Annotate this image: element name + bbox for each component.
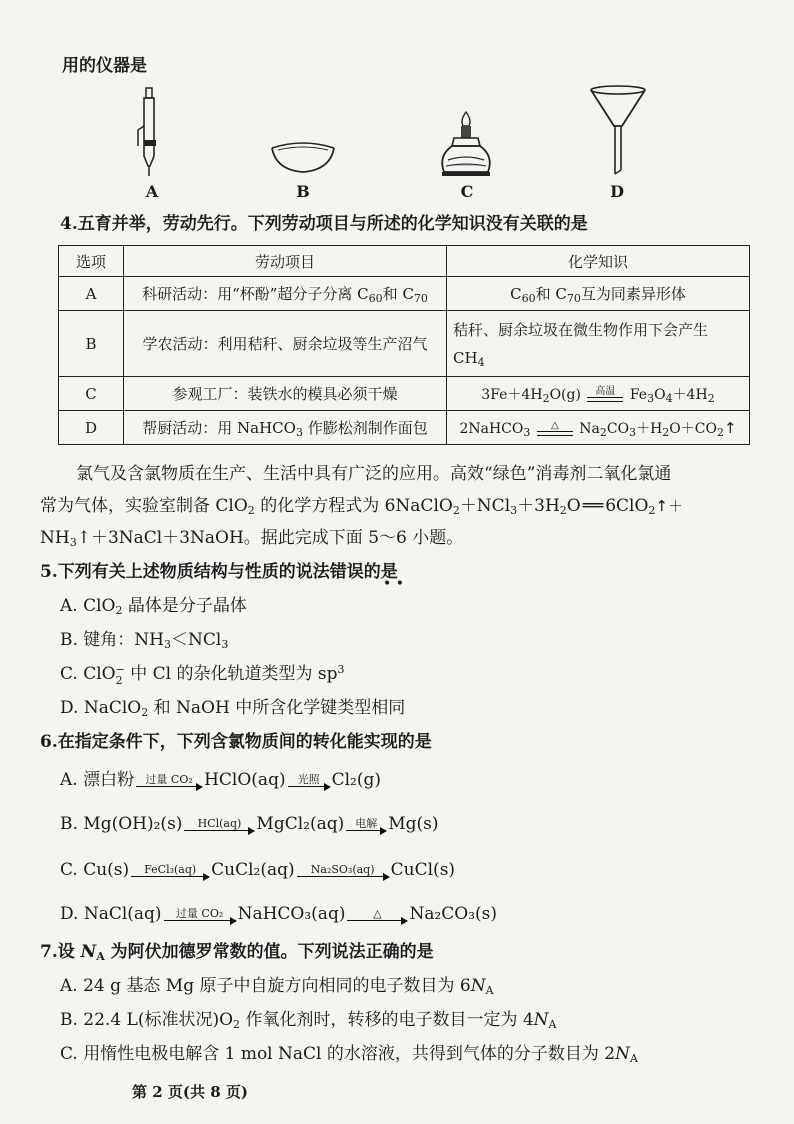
reaction-arrow: 光照	[288, 774, 330, 787]
reaction-arrow: 过量 CO₂	[164, 908, 236, 921]
reaction-arrow: Na₂SO₃(aq)	[297, 864, 389, 877]
funnel-icon	[588, 84, 648, 178]
table-header-row	[59, 246, 750, 277]
reaction-arrow: FeCl₃(aq)	[131, 864, 209, 877]
reaction-arrow: HCl(aq)	[184, 818, 254, 831]
table-row	[59, 377, 750, 411]
figure-label-a: A	[145, 182, 159, 201]
emphasis-dots: • •	[383, 576, 404, 592]
buret-icon	[130, 86, 170, 178]
evaporating-dish-icon	[268, 140, 338, 176]
header-option: 选项	[59, 246, 124, 277]
row-chemistry-knowledge: 秸秆、厨余垃圾在微生物作用下会产生 $CH_4$	[447, 311, 750, 377]
row-labor-project: 参观工厂：装铁水的模具必须干燥	[124, 377, 447, 411]
row-chemistry-knowledge: 2NaHCO$_3$ △ $Na_2CO_3+H_2O+CO_2↑$	[447, 411, 750, 445]
alcohol-lamp-icon	[436, 110, 496, 180]
option-6c: C. Cu(s) FeCl₃(aq) CuCl₂(aq) Na₂SO₃(aq) CuCl(s)	[60, 860, 456, 880]
row-option: A	[59, 277, 124, 311]
passage-line-1: 氯气及含氯物质在生产、生活中具有广泛的应用。高效“绿色”消毒剂二氧化氯通	[76, 464, 672, 484]
row-chemistry-knowledge: $3Fe+4H_2O(g)$ 高温 $Fe_3O_4+4H_2$	[447, 377, 750, 411]
continued-question-text: 用的仪器是	[62, 56, 147, 76]
option-5d: D. NaClO$_2$ 和 NaOH 中所含化学键类型相同	[60, 698, 406, 719]
option-5a: A. ClO$_2$ 晶体是分子晶体	[60, 596, 247, 617]
figure-label-c: C	[460, 182, 474, 201]
high-temp-equals-sign: 高温	[587, 387, 623, 402]
table-row	[59, 311, 750, 377]
option-7a: A. 24 g 基态 Mg 原子中自旋方向相同的电子数目为 $6N_A$	[60, 976, 494, 997]
option-5b: B. 键角：$NH_3<NCl_3$	[60, 630, 229, 651]
option-6a: A. 漂白粉 过量 CO₂ HClO(aq) 光照 Cl₂(g)	[60, 770, 381, 790]
page-number: 第 2 页(共 8 页)	[132, 1083, 248, 1101]
row-labor-project: 帮厨活动：用 NaHCO$_3$ 作膨松剂制作面包	[124, 411, 447, 445]
question-7-stem: 7.设 $N_A$ 为阿伏加德罗常数的值。下列说法正确的是	[40, 942, 434, 963]
row-option: D	[59, 411, 124, 445]
header-labor-project: 劳动项目	[124, 246, 447, 277]
table-row	[59, 277, 750, 311]
option-6b: B. Mg(OH)₂(s) HCl(aq) MgCl₂(aq) 电解 Mg(s)	[60, 814, 439, 834]
reaction-arrow: 电解	[346, 818, 386, 831]
reaction-arrow: 过量 CO₂	[136, 774, 202, 787]
passage-line-3: $NH_3↑+3NaCl+3NaOH$。据此完成下面 5～6 小题。	[40, 528, 464, 549]
row-labor-project: 学农活动：利用秸秆、厨余垃圾等生产沼气	[124, 311, 447, 377]
reaction-arrow: △	[347, 908, 407, 921]
row-option: C	[59, 377, 124, 411]
option-7c: C. 用惰性电极电解含 1 mol NaCl 的水溶液，共得到气体的分子数目为 $2N_A$	[60, 1044, 638, 1065]
table-row	[59, 411, 750, 445]
header-chemistry-knowledge: 化学知识	[447, 246, 750, 277]
question-5-stem: 5.下列有关上述物质结构与性质的说法错误的是	[40, 562, 398, 582]
option-7b: B. 22.4 L(标准状况)$O_2$ 作氧化剂时，转移的电子数目一定为 $4N_A$	[60, 1010, 557, 1031]
row-chemistry-knowledge: $C_{60}$和 $C_{70}$互为同素异形体	[447, 277, 750, 311]
figure-label-b: B	[296, 182, 310, 201]
option-5c: C. ClO − 2 中 Cl 的杂化轨道类型为 $sp^3$	[60, 662, 345, 687]
question-6-stem: 6.在指定条件下，下列含氯物质间的转化能实现的是	[40, 732, 432, 752]
row-labor-project: 科研活动：用“杯酚”超分子分离 $C_{60}$和 $C_{70}$	[124, 277, 447, 311]
labor-project-table	[58, 245, 750, 445]
figure-label-d: D	[610, 182, 624, 201]
row-option: B	[59, 311, 124, 377]
passage-line-2: 常为气体，实验室制备 ClO$_2$ 的化学方程式为 $6NaClO_2+NCl_3+3H_2O$ ══ 6ClO$_2$↑＋	[40, 496, 683, 517]
question-4-stem: 4.五育并举，劳动先行。下列劳动项目与所述的化学知识没有关联的是	[60, 214, 588, 234]
heat-equals-sign: △	[537, 421, 573, 436]
option-6d: D. NaCl(aq) 过量 CO₂ NaHCO₃(aq) △ Na₂CO₃(s)	[60, 904, 498, 924]
